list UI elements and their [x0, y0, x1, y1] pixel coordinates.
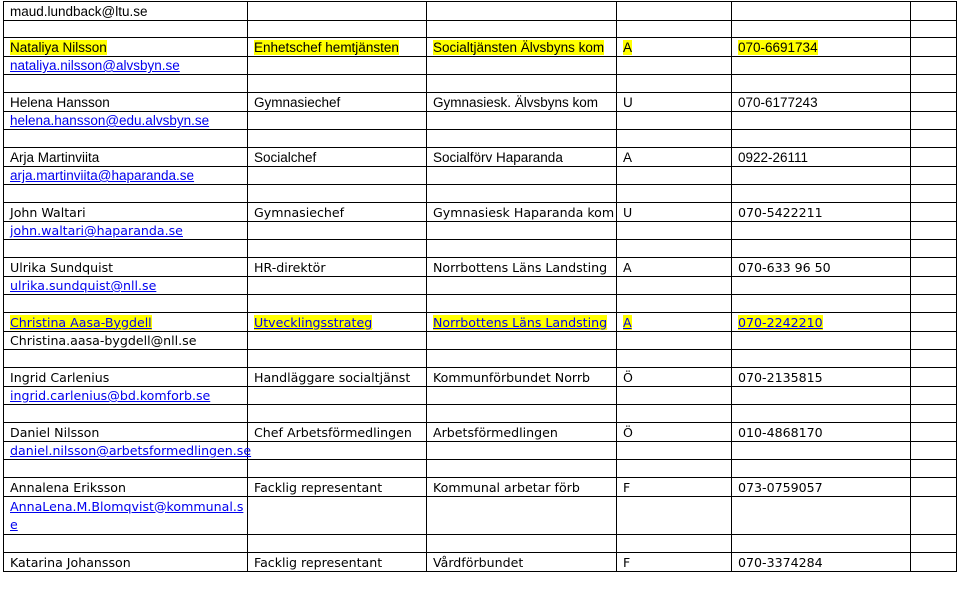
contact-org: Gymnasiesk Haparanda kom: [433, 204, 615, 220]
contact-role: Chef Arbetsförmedlingen: [254, 424, 412, 440]
phone-cell: [732, 38, 911, 57]
contact-name: John Waltari: [10, 204, 86, 220]
code-cell: [617, 258, 732, 277]
contact-code: Ö: [623, 424, 633, 440]
person-row: [4, 93, 957, 112]
org-cell: [427, 478, 617, 497]
email-link[interactable]: john.waltari@haparanda.se: [10, 223, 183, 238]
role-cell: [248, 423, 427, 442]
org-cell: [427, 148, 617, 167]
name-cell: [4, 313, 248, 332]
email-cell: [4, 277, 248, 295]
contact-org: Kommunal arbetar förb: [433, 479, 580, 495]
email-row: [4, 2, 957, 21]
contact-role: Handläggare socialtjänst: [254, 369, 411, 385]
phone-cell: [732, 553, 911, 572]
contact-phone: 070-2242210: [738, 314, 823, 330]
name-cell: [4, 553, 248, 572]
code-cell: [617, 553, 732, 572]
email-row: [4, 442, 957, 460]
phone-cell: [732, 203, 911, 222]
spacer-row: [4, 130, 957, 148]
spacer-row: [4, 295, 957, 313]
person-row: [4, 148, 957, 167]
code-cell: [617, 148, 732, 167]
email-row: [4, 332, 957, 350]
contact-code: A: [623, 259, 632, 275]
org-cell: [427, 93, 617, 112]
contact-phone: 070-6177243: [738, 94, 818, 110]
spacer-row: [4, 21, 957, 38]
contact-role: Enhetschef hemtjänsten: [254, 39, 399, 55]
contact-role: Utvecklingsstrateg: [254, 314, 373, 330]
contact-role: Gymnasiechef: [254, 204, 345, 220]
contact-role: Gymnasiechef: [254, 94, 341, 110]
email-cell: [4, 387, 248, 405]
email-cell: [4, 222, 248, 240]
phone-cell: [732, 148, 911, 167]
name-cell: [4, 203, 248, 222]
contact-phone: 070-5422211: [738, 204, 823, 220]
spacer-row: [4, 535, 957, 553]
role-cell: [248, 553, 427, 572]
phone-cell: [732, 93, 911, 112]
email-row: [4, 112, 957, 130]
person-row: [4, 553, 957, 572]
email-cell: [4, 497, 248, 535]
email-link[interactable]: daniel.nilsson@arbetsformedlingen.se: [10, 443, 252, 458]
contact-phone: 070-633 96 50: [738, 259, 831, 275]
contact-org: Vårdförbundet: [433, 554, 524, 570]
org-cell: [427, 258, 617, 277]
role-cell: [248, 203, 427, 222]
org-cell: [427, 313, 617, 332]
empty-cell: [911, 38, 957, 57]
empty-cell: [248, 2, 427, 21]
contact-role: Facklig representant: [254, 554, 383, 570]
person-row: [4, 258, 957, 277]
role-cell: [248, 478, 427, 497]
email-link[interactable]: helena.hansson@edu.alvsbyn.se: [10, 113, 210, 128]
name-cell: [4, 258, 248, 277]
role-cell: [248, 93, 427, 112]
email-text: Christina.aasa-bygdell@nll.se: [10, 333, 197, 348]
email-cell: [4, 112, 248, 130]
spacer-row: [4, 460, 957, 478]
email-row: [4, 222, 957, 240]
contact-org: Socialförv Haparanda: [433, 149, 563, 165]
person-row: [4, 368, 957, 387]
empty-cell: [732, 2, 911, 21]
contact-name: Nataliya Nilsson: [10, 39, 107, 55]
contact-name: Ulrika Sundquist: [10, 259, 114, 275]
contact-org: Arbetsförmedlingen: [433, 424, 558, 440]
empty-cell: [911, 2, 957, 21]
email-row: [4, 497, 957, 535]
contact-name: Ingrid Carlenius: [10, 369, 110, 385]
contact-role: Facklig representant: [254, 479, 383, 495]
phone-cell: [732, 478, 911, 497]
org-cell: [427, 203, 617, 222]
contact-code: U: [623, 204, 633, 220]
phone-cell: [732, 423, 911, 442]
contact-code: F: [623, 479, 631, 495]
contact-role: HR-direktör: [254, 259, 326, 275]
phone-cell: [732, 313, 911, 332]
contact-name: Daniel Nilsson: [10, 424, 100, 440]
org-cell: [427, 368, 617, 387]
contact-org: Norrbottens Läns Landsting: [433, 314, 608, 330]
person-row: [4, 38, 957, 57]
code-cell: [617, 423, 732, 442]
code-cell: [617, 38, 732, 57]
empty-cell: [617, 2, 732, 21]
phone-cell: [732, 368, 911, 387]
spacer-row: [4, 350, 957, 368]
contact-name: Christina Aasa-Bygdell: [10, 314, 152, 330]
email-cell: [4, 442, 252, 460]
email-row: [4, 387, 957, 405]
spacer-row: [4, 75, 957, 93]
contact-org: Kommunförbundet Norrb: [433, 369, 591, 385]
contact-code: A: [623, 149, 633, 165]
person-row: [4, 478, 957, 497]
contact-phone: 070-3374284: [738, 554, 823, 570]
code-cell: [617, 313, 732, 332]
contact-name: Annalena Eriksson: [10, 479, 126, 495]
spacer-row: [4, 405, 957, 423]
contact-phone: 070-2135815: [738, 369, 823, 385]
name-cell: [4, 38, 248, 57]
contact-code: A: [623, 314, 632, 330]
email-link[interactable]: ingrid.carlenius@bd.komforb.se: [10, 388, 211, 403]
name-cell: [4, 93, 248, 112]
contact-org: Socialtjänsten Älvsbyns kom: [433, 39, 605, 55]
contact-phone: 070-6691734: [738, 39, 818, 55]
role-cell: [248, 368, 427, 387]
email-row: [4, 277, 957, 295]
org-cell: [427, 553, 617, 572]
code-cell: [617, 368, 732, 387]
contact-code: Ö: [623, 369, 633, 385]
code-cell: [617, 203, 732, 222]
name-cell: [4, 148, 248, 167]
spacer-row: [4, 185, 957, 203]
name-cell: [4, 423, 248, 442]
person-row: [4, 203, 957, 222]
contact-code: F: [623, 554, 631, 570]
role-cell: [248, 148, 427, 167]
person-row: [4, 313, 957, 332]
person-row: [4, 423, 957, 442]
contact-code: A: [623, 39, 633, 55]
name-cell: [4, 368, 248, 387]
role-cell: [248, 258, 427, 277]
phone-cell: [732, 258, 911, 277]
email-cell: [4, 2, 248, 21]
contact-name: Arja Martinviita: [10, 149, 100, 165]
contact-org: Norrbottens Läns Landsting: [433, 259, 608, 275]
email-row: [4, 167, 957, 185]
contact-org: Gymnasiesk. Älvsbyns kom: [433, 94, 599, 110]
contact-name: Helena Hansson: [10, 94, 110, 110]
role-cell: [248, 313, 427, 332]
contact-phone: 073-0759057: [738, 479, 823, 495]
empty-cell: [427, 2, 617, 21]
email-link[interactable]: AnnaLena.M.Blomqvist@kommunal.se: [10, 498, 244, 532]
org-cell: [427, 38, 617, 57]
spacer-row: [4, 240, 957, 258]
contact-phone: 0922-26111: [738, 149, 809, 165]
email-row: [4, 57, 957, 75]
email-link[interactable]: ulrika.sundquist@nll.se: [10, 278, 157, 293]
contact-code: U: [623, 94, 633, 110]
contact-phone: 010-4868170: [738, 424, 823, 440]
name-cell: [4, 478, 248, 497]
email-cell: [4, 57, 248, 75]
contact-name: Katarina Johansson: [10, 554, 131, 570]
email-link[interactable]: arja.martinviita@haparanda.se: [10, 168, 195, 183]
org-cell: [427, 423, 617, 442]
role-cell: [248, 38, 427, 57]
email-cell: [4, 332, 248, 350]
email-cell: [4, 167, 248, 185]
email-text: maud.lundback@ltu.se: [10, 3, 148, 19]
contact-role: Socialchef: [254, 149, 317, 165]
code-cell: [617, 93, 732, 112]
email-link[interactable]: nataliya.nilsson@alvsbyn.se: [10, 58, 180, 73]
contact-table: [3, 1, 957, 572]
code-cell: [617, 478, 732, 497]
